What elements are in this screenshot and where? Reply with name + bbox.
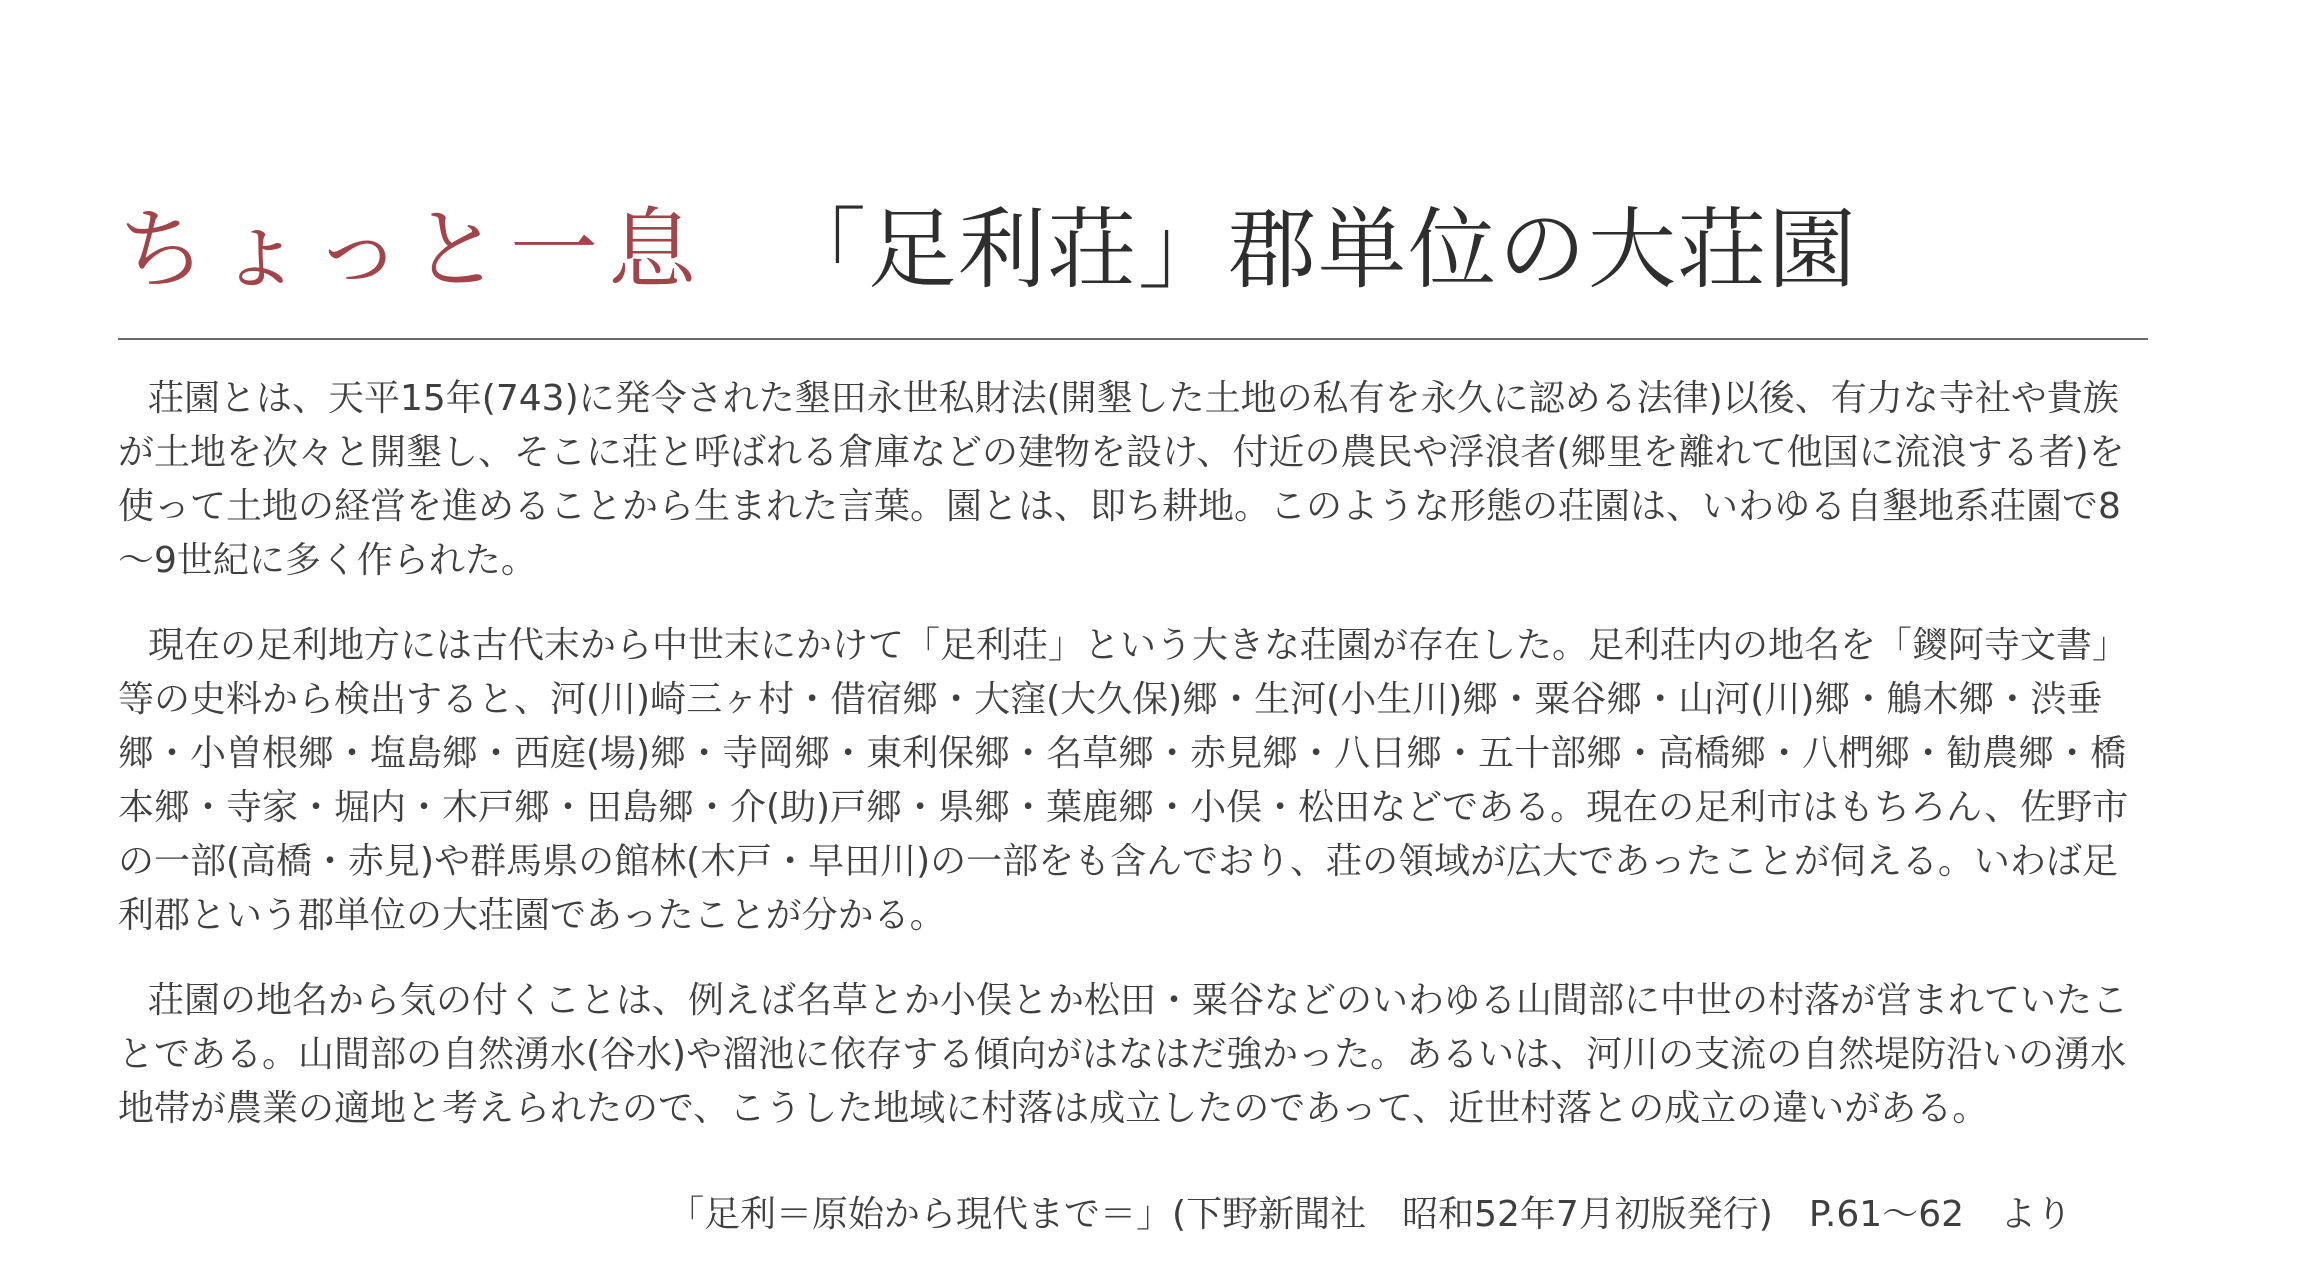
title-accent: ちょっと一息 xyxy=(118,198,707,301)
source-citation: 「足利＝原始から現代まで＝」(下野新聞社 昭和52年7月初版発行) P.61～62 より xyxy=(668,1194,2072,1235)
paragraph-1: 荘園とは、天平15年(743)に発令された墾田永世私財法(開墾した土地の私有を永久に認める法律)以後、有力な寺社や貴族が土地を次々と開墾し、そこに荘と呼ばれる倉庫などの建物を設け、付近の農民や浮浪者(郷里を離れて他国に流浪する者)を使って土地の経営を進めることから生まれた言葉。園とは、即ち耕地。このような形態の荘園は、いわゆる自墾地系荘園で8～9世紀に多く作られた。 xyxy=(118,378,2125,581)
title-divider xyxy=(118,338,2148,340)
article-body xyxy=(118,372,2148,1167)
page-title xyxy=(118,190,2148,310)
title-main: 「足利荘」郡単位の大荘園 xyxy=(778,198,1859,301)
paragraph-2: 現在の足利地方には古代末から中世末にかけて「足利荘」という大きな荘園が存在した。足利荘内の地名を「鑁阿寺文書」等の史料から検出すると、河(川)崎三ヶ村・借宿郷・大窪(大久保)郷・生河(小生川)郷・粟谷郷・山河(川)郷・鵤木郷・渋垂郷・小曽根郷・塩島郷・西庭(場)郷・寺岡郷・東利保郷・名草郷・赤見郷・八日郷・五十部郷・高橋郷・八椚郷・勧農郷・橋本郷・寺家・堀内・木戸郷・田島郷・介(助)戸郷・県郷・葉鹿郷・小俣・松田などである。現在の足利市はもちろん、佐野市の一部(高橋・赤見)や群馬県の館林(木戸・早田川)の一部をも含んでおり、荘の領域が広大であったことが伺える。いわば足利郡という郡単位の大荘園であったことが分かる。 xyxy=(118,625,2129,936)
paragraph-3: 荘園の地名から気の付くことは、例えば名草とか小俣とか松田・粟谷などのいわゆる山間部に中世の村落が営まれていたことである。山間部の自然湧水(谷水)や溜池に依存する傾向がはなはだ強かった。あるいは、河川の支流の自然堤防沿いの湧水地帯が農業の適地と考えられたので、こうした地域に村落は成立したのであって、近世村落との成立の違いがある。 xyxy=(118,980,2129,1129)
